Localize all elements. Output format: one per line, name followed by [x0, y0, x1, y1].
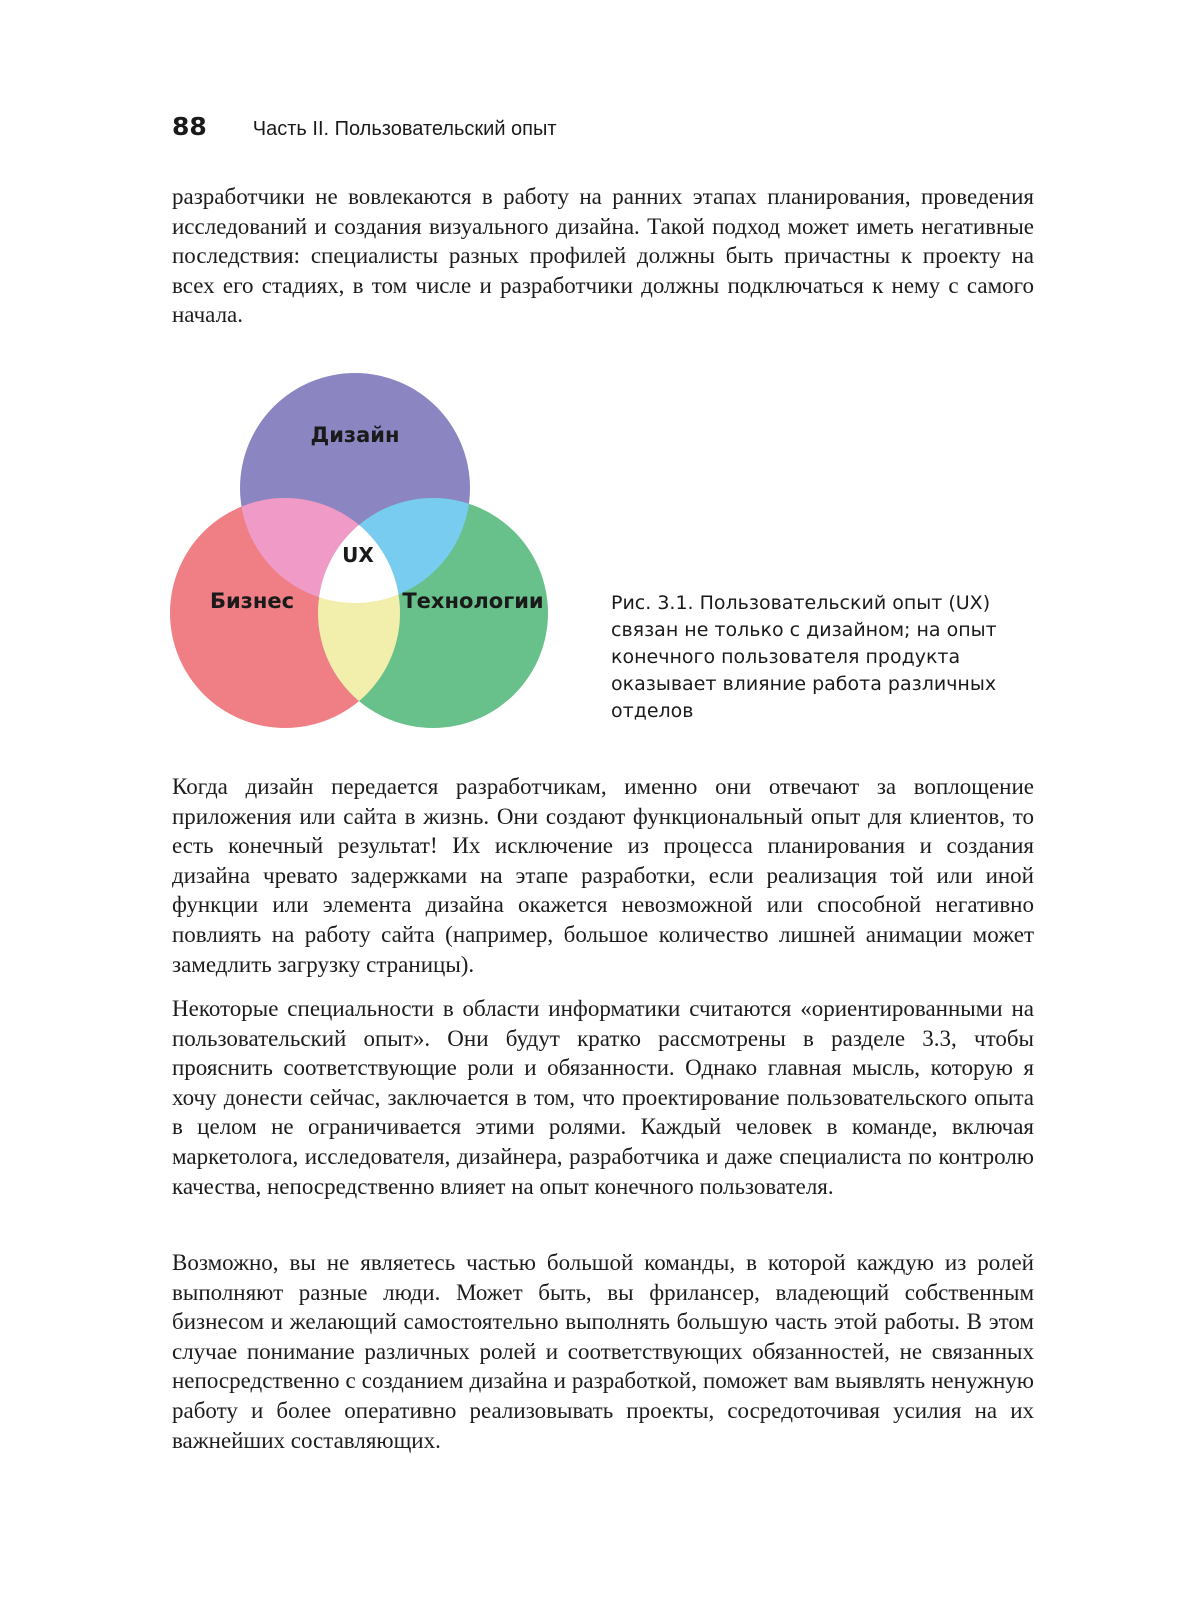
body-paragraph-3: Некоторые специальности в области информатики считаются «ориентированными на пользовательский опыт». Они будут кратко рассмотрены в разделе 3.3, чтобы прояснить соответствующие роли и обязанности. Однако главная мысль, которую я хочу донести сейчас, заключается в том, что проектирование пользовательского опыта в целом не ограничивается этими ролями. Каждый человек в команде, включая маркетолога, исследователя, дизайнера, разработчика и даже специалиста по контролю качества, непосредственно влияет на опыт конечного пользователя. — [172, 996, 1034, 1199]
venn-diagram — [170, 370, 570, 730]
running-header — [172, 112, 557, 141]
figure-caption: Рис. 3.1. Пользовательский опыт (UX) связан не только с дизайном; на опыт конечного пользователя продукта оказывает влияние работа различных отделов — [611, 592, 997, 722]
running-title: Часть II. Пользовательский опыт — [252, 118, 557, 140]
ux-label: UX — [342, 543, 374, 567]
technology-label: Технологии — [402, 589, 544, 613]
design-label: Дизайн — [310, 423, 400, 447]
body-paragraph-2: Когда дизайн передается разработчикам, именно они отвечают за воплощение приложения или сайта в жизнь. Они создают функциональный опыт для клиентов, то есть конечный результат! Их исключение из процесса планирования и создания дизайна чревато задержками на этапе разработки, если реализация той или иной функции или элемента дизайна окажется невозможной или способной негативно повлиять на работу сайта (например, большое количество лишней анимации может замедлить загрузку страницы). — [172, 774, 1034, 977]
business-label: Бизнес — [209, 589, 295, 613]
page-number: 88 — [172, 112, 207, 141]
body-paragraph-4: Возможно, вы не являетесь частью большой команды, в которой каждую из ролей выполняют разные люди. Может быть, вы фрилансер, владеющий собственным бизнесом и желающий самостоятельно выполнять большую часть этой работы. В этом случае понимание различных ролей и соответствующих обязанностей, не связанных непосредственно с созданием дизайна и разработкой, поможет вам выявлять ненужную работу и более оперативно реализовывать проекты, сосредоточивая усилия на их важнейших составляющих. — [172, 1250, 1034, 1453]
body-paragraph-1: разработчики не вовлекаются в работу на ранних этапах планирования, проведения исследований и создания визуального дизайна. Такой подход может иметь негативные последствия: специалисты разных профилей должны быть причастны к проекту на всех его стадиях, в том числе и разработчики должны подключаться к нему с самого начала. — [172, 184, 1034, 328]
